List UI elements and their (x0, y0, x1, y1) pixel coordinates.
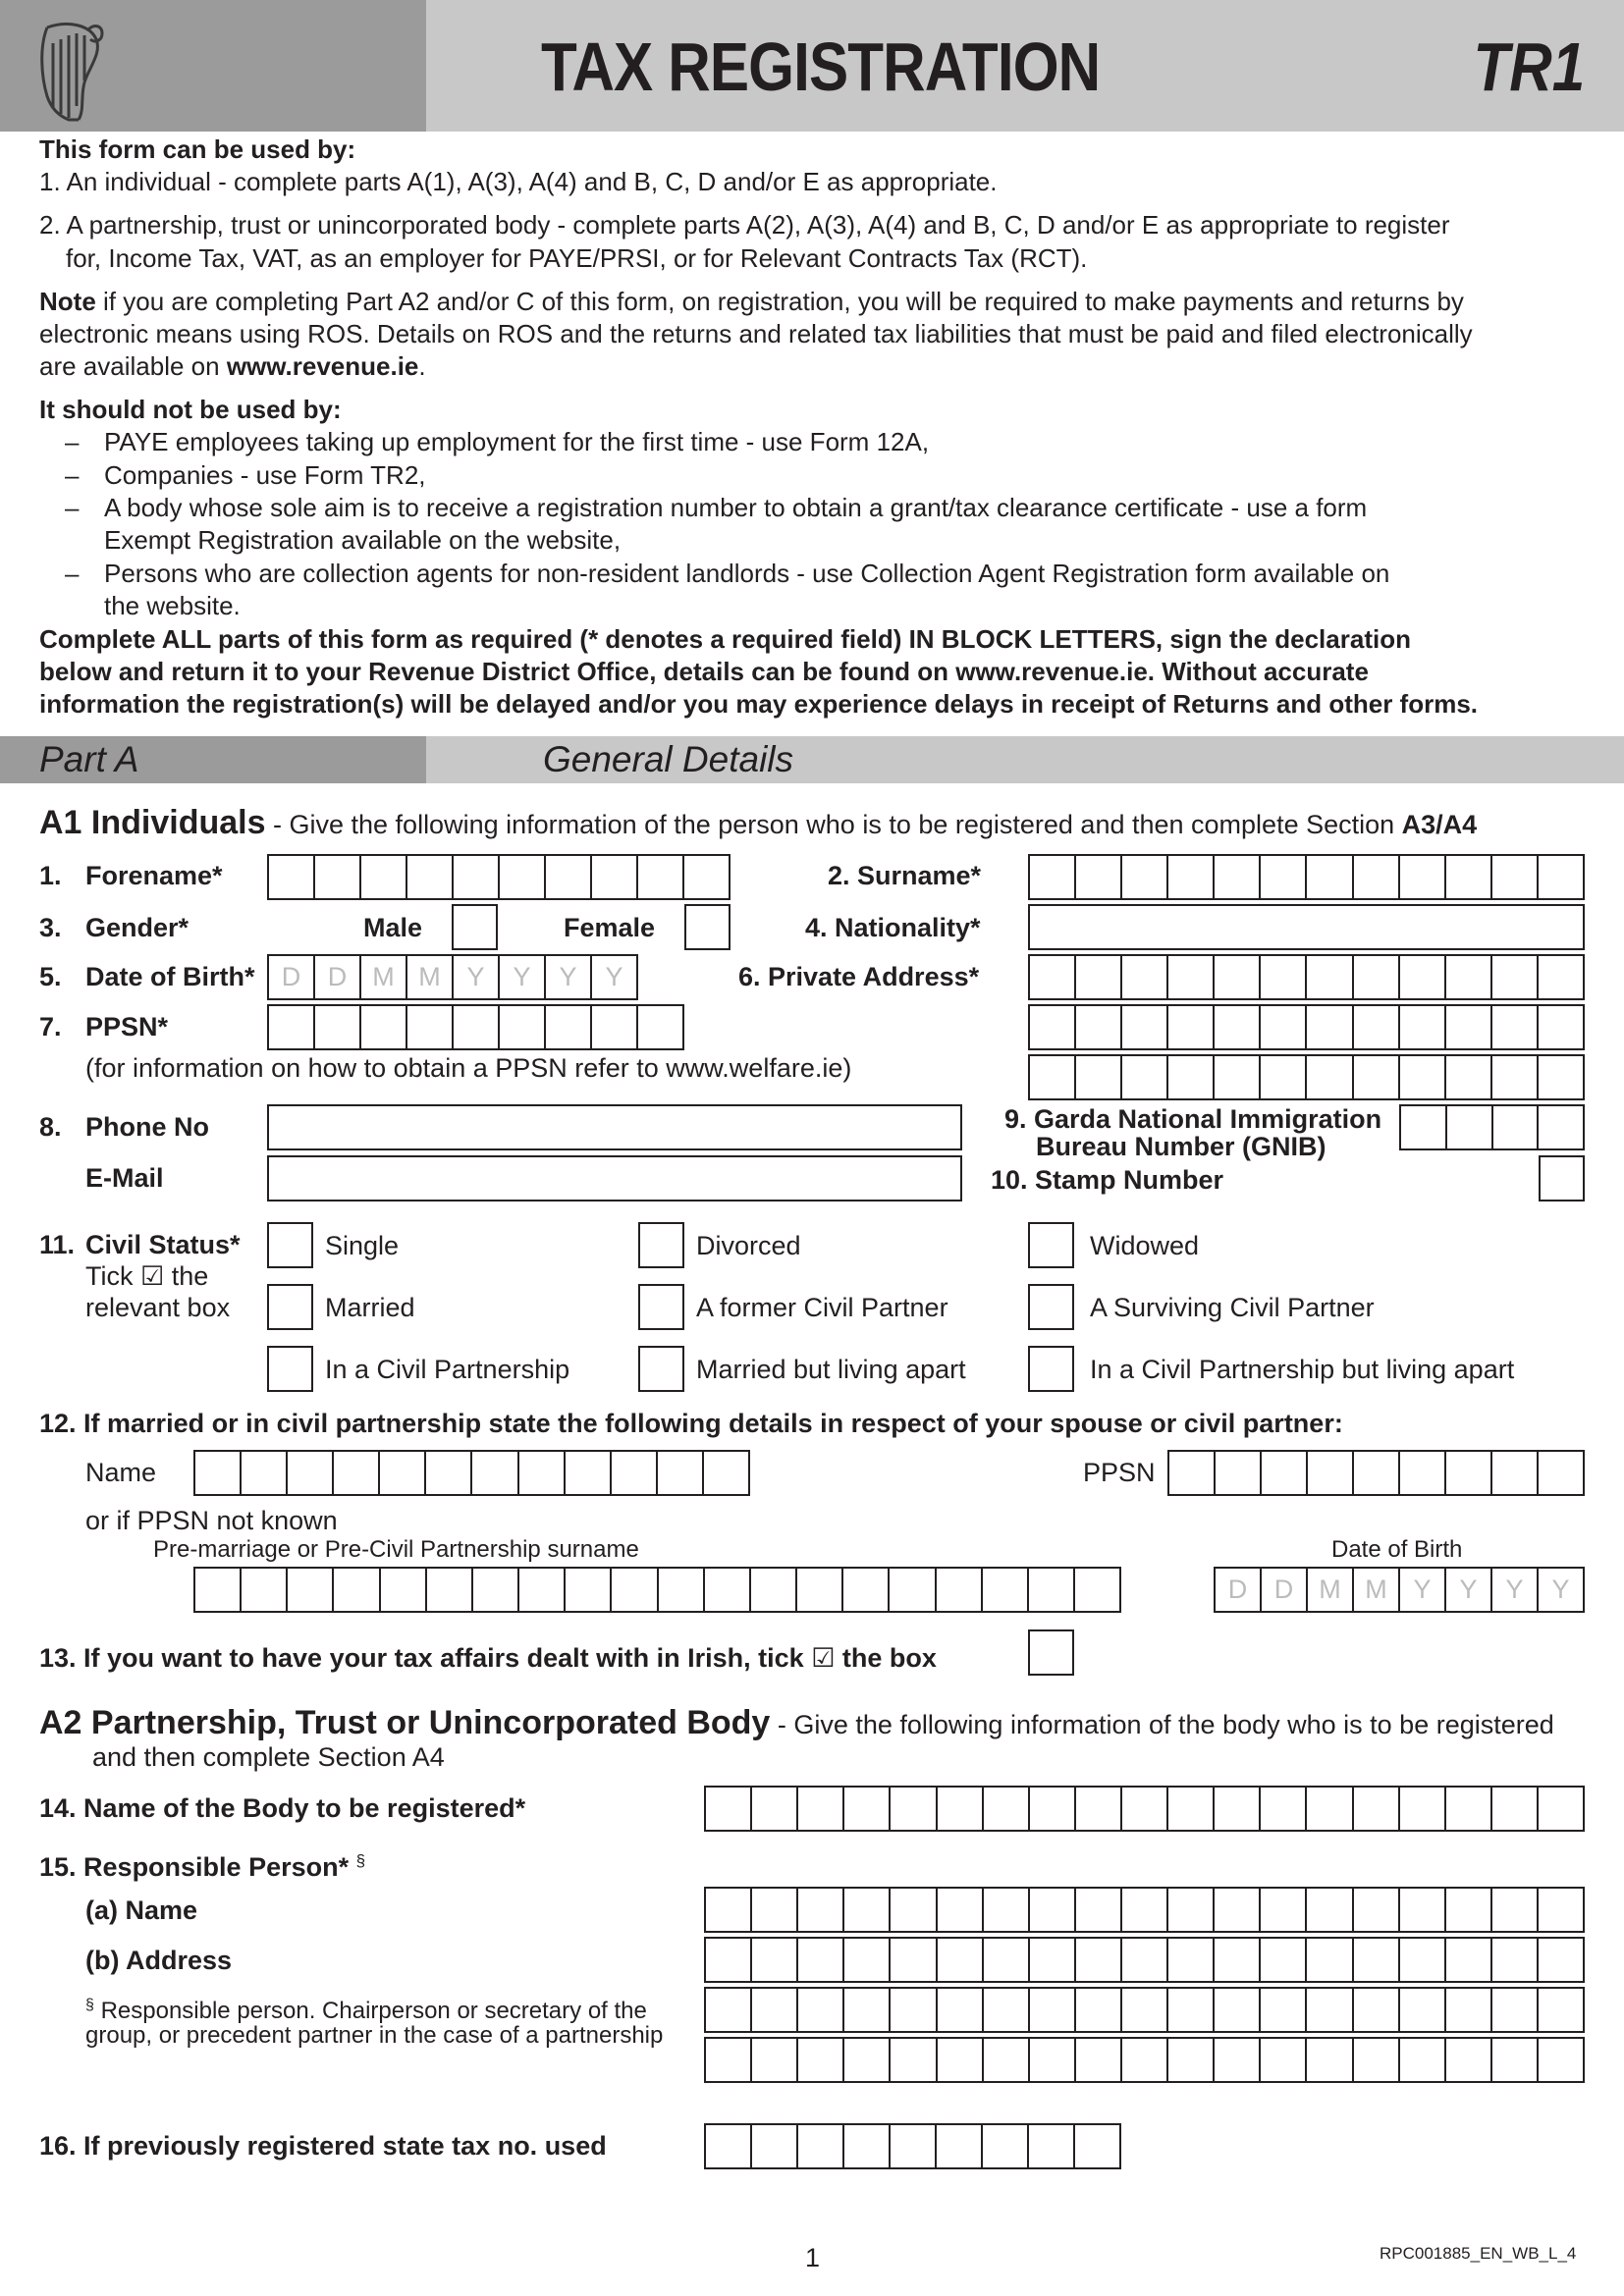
gender-female-label: Female (564, 913, 656, 942)
civil-status-former-civil-partner-label: A former Civil Partner (696, 1293, 948, 1322)
civil-status-married-apart-checkbox[interactable] (638, 1346, 684, 1392)
responsible-address-line1[interactable] (704, 1937, 1585, 1983)
spouse-dob-label: Date of Birth (1331, 1536, 1463, 1563)
used-by-item-1: 1. An individual - complete parts A(1), A(3), A(4) and B, C, D and/or E as appropriate. (39, 167, 998, 196)
responsible-name-label: (a) Name (85, 1896, 198, 1925)
civil-status-label: Civil Status* (85, 1230, 241, 1259)
civil-status-civil-partnership-apart-checkbox[interactable] (1028, 1346, 1074, 1392)
spouse-name-label: Name (85, 1458, 157, 1487)
q15-label: 15. Responsible Person* (39, 1852, 350, 1882)
complete-instructions-line2: below and return it to your Revenue District Office, details can be found on www.revenue.ie. Without accurate (39, 657, 1369, 686)
a2-description-line2: and then complete Section A4 (92, 1742, 445, 1772)
private-address-line2[interactable] (1028, 1004, 1585, 1050)
q16-label: 16. If previously registered state tax no. used (39, 2131, 607, 2161)
dob-cell: D (315, 956, 361, 998)
used-by-item-2-line1: 2. A partnership, trust or unincorporated body - complete parts A(2), A(3), A(4) and B, C, D and/or E as appropriate to register (39, 210, 1450, 240)
gender-female-checkbox[interactable] (684, 904, 731, 950)
dob-cell: Y (500, 956, 546, 998)
complete-instructions-line3: information the registration(s) will be delayed and/or you may experience delays in receipt of Returns and other forms. (39, 689, 1479, 719)
note-line3-text: are available on (39, 351, 220, 381)
civil-status-civil-partnership-apart-label: In a Civil Partnership but living apart (1090, 1355, 1515, 1384)
dob-cell: Y (454, 956, 500, 998)
or-if-ppsn-not-known: or if PPSN not known (85, 1506, 338, 1535)
civil-status-surviving-civil-partner-checkbox[interactable] (1028, 1284, 1074, 1330)
private-address-line1[interactable] (1028, 954, 1585, 1000)
civil-status-divorced-checkbox[interactable] (638, 1222, 684, 1268)
part-a-label: Part A (39, 739, 139, 779)
not-used-item-2: Companies - use Form TR2, (104, 460, 426, 490)
ppsn-info-text: (for information on how to obtain a PPSN refer to www.welfare.ie) (85, 1053, 852, 1083)
dob-cell: Y (605, 962, 623, 991)
q3-number: 3. (39, 913, 62, 942)
civil-status-widowed-checkbox[interactable] (1028, 1222, 1074, 1268)
q11-number: 11. (39, 1230, 76, 1259)
civil-status-widowed-label: Widowed (1090, 1231, 1200, 1260)
spouse-name-input[interactable] (193, 1450, 750, 1496)
dob-cell: Y (1400, 1569, 1446, 1611)
footnote-text: Responsible person. Chairperson or secretary of the (93, 1998, 647, 2024)
bullet-dash: – (65, 460, 80, 490)
spouse-ppsn-input[interactable] (1167, 1450, 1585, 1496)
gnib-input[interactable] (1399, 1104, 1585, 1150)
responsible-address-line3[interactable] (704, 2037, 1585, 2083)
ppsn-label: PPSN* (85, 1012, 169, 1041)
footnote-mark: § (85, 1997, 94, 2013)
dob-cell: M (407, 956, 454, 998)
not-used-item-1: PAYE employees taking up employment for the first time - use Form 12A, (104, 427, 930, 456)
body-name-input[interactable] (704, 1786, 1585, 1832)
used-by-item-2-line2: for, Income Tax, VAT, as an employer for PAYE/PRSI, or for Relevant Contracts Tax (RCT). (66, 243, 1088, 273)
stamp-number-input[interactable] (1539, 1155, 1585, 1201)
gender-male-label: Male (363, 913, 423, 942)
civil-status-civil-partnership-checkbox[interactable] (267, 1346, 313, 1392)
a1-section-ref: A3/A4 (1401, 810, 1478, 839)
dob-cell: D (269, 956, 315, 998)
dob-cell: Y (1551, 1575, 1570, 1604)
gnib-label-line2: Bureau Number (GNIB) (1036, 1132, 1326, 1161)
responsible-address-line2[interactable] (704, 1987, 1585, 2033)
private-address-line3[interactable] (1028, 1054, 1585, 1100)
bullet-dash: – (65, 493, 80, 522)
a1-description: - Give the following information of the person who is to be registered and then complete Section (265, 810, 1402, 839)
civil-status-single-checkbox[interactable] (267, 1222, 313, 1268)
a1-heading-row (39, 803, 1477, 842)
not-used-heading: It should not be used by: (39, 395, 342, 424)
private-address-label: 6. Private Address* (738, 962, 980, 991)
q15-label-row (39, 1844, 365, 1884)
phone-input[interactable] (267, 1104, 962, 1150)
not-used-item-3-line1: A body whose sole aim is to receive a registration number to obtain a grant/tax clearance certificate - use a form (104, 493, 1368, 522)
not-used-item-4-line1: Persons who are collection agents for non-resident landlords - use Collection Agent Registration form available on (104, 559, 1390, 588)
dob-cell: Y (1446, 1569, 1492, 1611)
dob-input[interactable] (267, 954, 638, 1000)
form-title: TAX REGISTRATION (541, 28, 1101, 105)
gender-label: Gender* (85, 913, 189, 942)
dob-cell: Y (546, 956, 592, 998)
responsible-name-input[interactable] (704, 1887, 1585, 1933)
note-line3 (39, 350, 426, 383)
email-input[interactable] (267, 1155, 962, 1201)
dob-cell: M (1308, 1569, 1354, 1611)
responsible-address-label: (b) Address (85, 1946, 233, 1975)
spouse-ppsn-label: PPSN (1083, 1458, 1156, 1487)
q7-number: 7. (39, 1012, 62, 1041)
ppsn-input[interactable] (267, 1004, 684, 1050)
forename-input[interactable] (267, 854, 731, 900)
used-by-heading: This form can be used by: (39, 134, 356, 164)
dob-label: Date of Birth* (85, 962, 255, 991)
premarriage-surname-label: Pre-marriage or Pre-Civil Partnership surname (153, 1536, 639, 1563)
note-line2: electronic means using ROS. Details on ROS and the returns and related tax liabilities that must be paid and filed electronically (39, 319, 1473, 348)
nationality-input[interactable] (1028, 904, 1585, 950)
note-period: . (418, 351, 426, 381)
civil-status-tick-line1: Tick ☑ the (85, 1261, 209, 1291)
page-number: 1 (805, 2243, 821, 2272)
note-text: if you are completing Part A2 and/or C of this form, on registration, you will be required to make payments and returns by (103, 287, 1464, 316)
form-code: TR1 (1473, 28, 1585, 105)
gnib-label-line1: 9. Garda National Immigration (1004, 1104, 1382, 1134)
nationality-label: 4. Nationality* (805, 913, 981, 942)
gender-male-checkbox[interactable] (452, 904, 498, 950)
bullet-dash: – (65, 427, 80, 456)
phone-label: Phone No (85, 1112, 209, 1142)
dob-cell: M (1354, 1569, 1400, 1611)
bullet-dash: – (65, 559, 80, 588)
q12-label: 12. If married or in civil partnership state the following details in respect of your spouse or civil partner: (39, 1409, 1343, 1438)
previous-tax-no-input[interactable] (704, 2123, 1121, 2169)
dob-cell: Y (1492, 1569, 1539, 1611)
email-label: E-Mail (85, 1163, 164, 1193)
dob-cell: M (361, 956, 407, 998)
civil-status-married-apart-label: Married but living apart (696, 1355, 966, 1384)
note-line1 (39, 286, 1464, 318)
revenue-link[interactable]: www.revenue.ie (226, 351, 419, 381)
forename-label: Forename* (85, 861, 223, 890)
civil-status-former-civil-partner-checkbox[interactable] (638, 1284, 684, 1330)
part-a-title: General Details (543, 739, 794, 779)
a1-heading: A1 Individuals (39, 804, 266, 841)
q14-label: 14. Name of the Body to be registered* (39, 1793, 526, 1823)
form-reference: RPC001885_EN_WB_L_4 (1380, 2244, 1577, 2263)
a2-heading-row (39, 1703, 1554, 1742)
not-used-item-3-line2: Exempt Registration available on the website, (104, 525, 622, 555)
civil-status-single-label: Single (325, 1231, 400, 1260)
surname-label: 2. Surname* (828, 861, 982, 890)
dob-cell: D (1262, 1569, 1308, 1611)
complete-instructions-line1: Complete ALL parts of this form as required (* denotes a required field) IN BLOCK LETTERS, sign the declaration (39, 624, 1411, 654)
footnote-line2: group, or precedent partner in the case of a partnership (85, 2022, 664, 2049)
civil-status-married-label: Married (325, 1293, 415, 1322)
surname-input[interactable] (1028, 854, 1585, 900)
a2-heading: A2 Partnership, Trust or Unincorporated Body (39, 1704, 771, 1741)
civil-status-married-checkbox[interactable] (267, 1284, 313, 1330)
irish-language-checkbox[interactable] (1028, 1629, 1074, 1676)
civil-status-tick-line2: relevant box (85, 1293, 231, 1322)
dob-cell: D (1216, 1569, 1262, 1611)
civil-status-civil-partnership-label: In a Civil Partnership (325, 1355, 570, 1384)
civil-status-divorced-label: Divorced (696, 1231, 801, 1260)
not-used-item-4-line2: the website. (104, 591, 241, 620)
stamp-number-label: 10. Stamp Number (991, 1165, 1224, 1195)
q13-label: 13. If you want to have your tax affairs dealt with in Irish, tick ☑ the box (39, 1643, 937, 1673)
q5-number: 5. (39, 962, 62, 991)
harp-emblem-icon (29, 18, 108, 124)
a2-description-line1: - Give the following information of the body who is to be registered (770, 1710, 1554, 1739)
q15-footnote-mark: § (355, 1851, 366, 1870)
q1-number: 1. (39, 861, 62, 890)
q8-number: 8. (39, 1112, 62, 1142)
civil-status-surviving-civil-partner-label: A Surviving Civil Partner (1090, 1293, 1375, 1322)
spouse-dob-input[interactable] (1214, 1567, 1585, 1613)
premarriage-surname-input[interactable] (193, 1567, 1121, 1613)
note-label: Note (39, 287, 96, 316)
